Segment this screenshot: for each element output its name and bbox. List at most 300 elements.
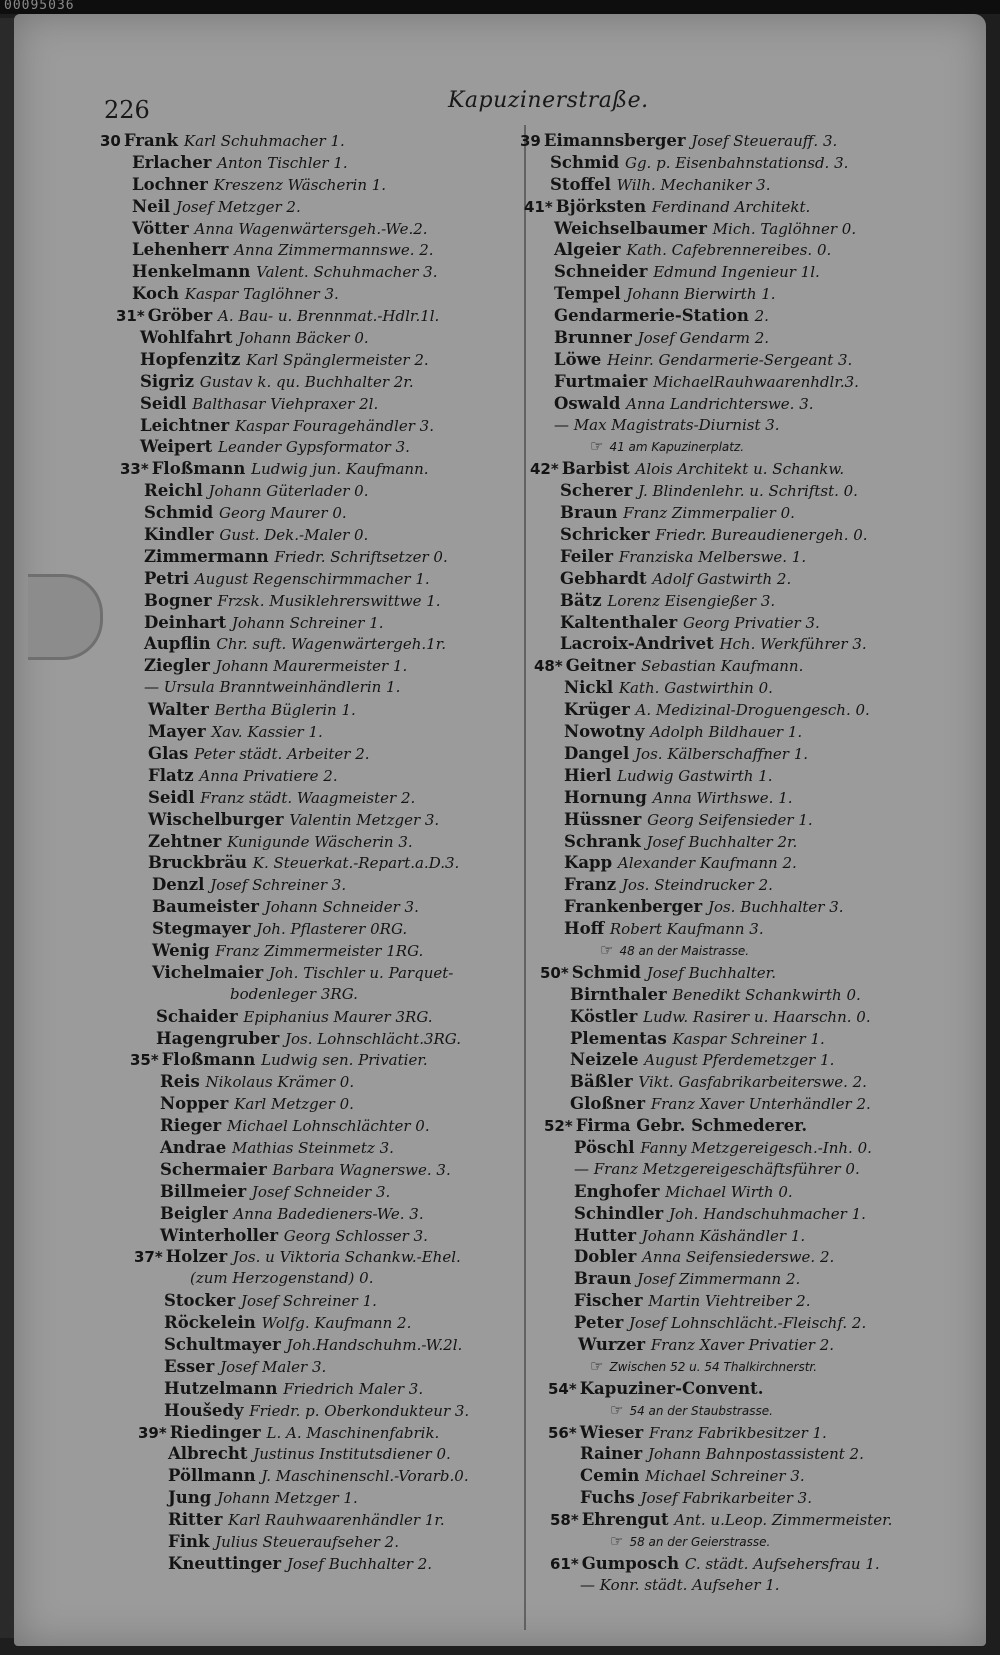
resident-details: Bertha Büglerin 1.: [214, 701, 356, 720]
resident-name: Eimannsberger: [543, 131, 692, 150]
directory-entry: [520, 1225, 970, 1247]
resident-name: Stegmayer: [152, 919, 257, 939]
resident-details: Gust. Dek.-Maler 0.: [219, 526, 369, 545]
resident-details: L. A. Maschinenfabrik.: [266, 1423, 440, 1442]
resident-details: Jos. Steindrucker 2.: [621, 876, 773, 895]
directory-entry: [520, 1137, 970, 1159]
resident-name: Schermaier: [160, 1159, 273, 1179]
directory-entry: [520, 1093, 970, 1115]
resident-name: Algeier: [554, 240, 627, 260]
resident-details: Johann Güterlader 0.: [208, 482, 369, 501]
directory-entry: [520, 1378, 970, 1400]
resident-details: Adolf Gastwirth 2.: [652, 569, 792, 588]
directory-entry: [520, 1071, 970, 1093]
resident-details: Edmund Ingenieur 1l.: [653, 263, 820, 282]
directory-entry: [520, 1487, 970, 1509]
resident-details: Xav. Kassier 1.: [211, 723, 323, 742]
directory-entry: [100, 962, 540, 984]
resident-name: Koch: [132, 284, 185, 304]
resident-details: Ludwig Gastwirth 1.: [617, 766, 773, 785]
directory-entry: [520, 218, 970, 240]
house-number: 31*: [116, 307, 145, 326]
resident-details: Joh. Pflasterer 0RG.: [256, 920, 408, 939]
resident-name: Pöllmann: [168, 1466, 262, 1486]
house-number: 61*: [550, 1554, 579, 1573]
resident-details: Jos. Lohnschlächt.3RG.: [285, 1029, 462, 1048]
resident-details: Balthasar Viehpraxer 2l.: [192, 394, 379, 413]
directory-entry: [520, 1400, 970, 1422]
resident-details: Johann Schneider 3.: [264, 898, 419, 917]
directory-entry: [100, 874, 540, 896]
top-strip: [0, 0, 1000, 14]
directory-entry: [520, 480, 970, 502]
directory-entry: [100, 809, 540, 831]
resident-details: Georg Schlosser 3.: [283, 1226, 428, 1245]
resident-name: Lochner: [132, 174, 214, 194]
resident-details: Ludw. Rasirer u. Haarschn. 0.: [643, 1007, 871, 1026]
resident-details: Ant. u.Leop. Zimmermeister.: [674, 1511, 893, 1530]
resident-details: Friedr. Schriftsetzer 0.: [274, 547, 448, 566]
house-number: 54*: [548, 1379, 577, 1398]
resident-details: Sebastian Kaufmann.: [641, 657, 804, 676]
resident-details: Leander Gypsformator 3.: [218, 438, 410, 457]
directory-entry: [100, 633, 540, 655]
resident-details: — Ursula Branntweinhändlerin 1.: [144, 678, 401, 697]
resident-details: Barbara Wagnerswe. 3.: [272, 1160, 451, 1179]
resident-details: MichaelRauhwaarenhdlr.3.: [653, 372, 859, 391]
resident-name: Zimmermann: [144, 546, 275, 566]
directory-entry: [520, 371, 970, 393]
directory-entry: [520, 568, 970, 590]
directory-entry: [100, 612, 540, 634]
house-number: 50*: [540, 963, 569, 982]
resident-name: Schmid: [571, 962, 647, 982]
resident-details: Anna Wagenwärtersgeh.-We.2.: [194, 219, 428, 238]
resident-name: Lehenherr: [132, 240, 235, 260]
resident-name: Bogner: [144, 590, 218, 610]
resident-name: Schultmayer: [164, 1334, 287, 1354]
resident-name: Firma Gebr. Schmederer.: [575, 1116, 808, 1136]
directory-entry: [100, 524, 540, 546]
directory-entry: [520, 612, 970, 634]
resident-name: Seidl: [148, 787, 201, 807]
directory-entry: [100, 852, 540, 874]
resident-details: Peter städt. Arbeiter 2.: [194, 744, 370, 763]
directory-entry: [520, 1575, 970, 1597]
resident-name: Hutzelmann: [164, 1378, 284, 1398]
directory-entry: [520, 261, 970, 283]
directory-entry: [520, 1181, 970, 1203]
directory-entry: [520, 809, 970, 831]
resident-name: Floßmann: [151, 459, 252, 479]
resident-name: Mayer: [148, 722, 212, 742]
resident-details: K. Steuerkat.-Repart.a.D.3.: [252, 854, 460, 873]
directory-entry: [100, 721, 540, 743]
resident-name: Hagengruber: [156, 1028, 286, 1048]
resident-details: — Konr. städt. Aufseher 1.: [580, 1575, 780, 1594]
resident-name: Wohlfahrt: [140, 328, 239, 348]
directory-entry: [100, 196, 540, 218]
directory-entry: [520, 1203, 970, 1225]
directory-entry: [100, 940, 540, 962]
house-number: 30: [100, 132, 121, 150]
directory-entry: [520, 1159, 970, 1181]
left-column: [100, 130, 540, 1575]
page-tab: [28, 574, 103, 660]
resident-name: Riedinger: [169, 1422, 267, 1442]
directory-entry: [520, 852, 970, 874]
resident-name: Braun: [560, 503, 624, 523]
resident-name: Glas: [148, 743, 195, 763]
directory-entry: [520, 415, 970, 437]
directory-entry: [520, 699, 970, 721]
resident-details: Nikolaus Krämer 0.: [205, 1073, 355, 1092]
resident-name: Furtmaier: [554, 371, 654, 391]
resident-details: Karl Spänglermeister 2.: [246, 350, 429, 369]
directory-entry: [520, 984, 970, 1006]
resident-details: Robert Kaufmann 3.: [609, 920, 764, 939]
resident-name: Hierl: [564, 765, 618, 785]
resident-name: Vötter: [132, 218, 195, 238]
directory-entry: [520, 940, 970, 962]
directory-entry: [100, 1159, 540, 1181]
resident-details: Valentin Metzger 3.: [289, 810, 440, 829]
resident-details: Joh.Handschuhm.-W.2l.: [286, 1335, 463, 1354]
location-note: 54 an der Staubstrasse.: [629, 1403, 773, 1418]
resident-details: Josef Gendarm 2.: [637, 329, 770, 348]
resident-name: Jung: [168, 1488, 218, 1508]
resident-details: Gg. p. Eisenbahnstationsd. 3.: [624, 153, 849, 172]
house-number: 52*: [544, 1117, 573, 1136]
resident-name: Bäßler: [570, 1072, 639, 1092]
resident-name: Deinhart: [144, 612, 232, 632]
directory-entry: [100, 896, 540, 918]
resident-details: Johann Metzger 1.: [217, 1489, 358, 1508]
directory-entry: [520, 721, 970, 743]
resident-name: Reichl: [144, 481, 209, 501]
resident-name: Enghofer: [574, 1181, 666, 1201]
resident-details: Mathias Steinmetz 3.: [231, 1138, 394, 1157]
directory-entry: [100, 1071, 540, 1093]
resident-name: Gröber: [147, 306, 218, 326]
resident-name: Seidl: [140, 393, 193, 413]
directory-entry: [520, 502, 970, 524]
right-column: [520, 130, 970, 1597]
resident-name: Zehtner: [148, 831, 228, 851]
resident-name: Floßmann: [161, 1050, 262, 1070]
resident-details: Michael Schreiner 3.: [645, 1467, 805, 1486]
directory-entry: [520, 1290, 970, 1312]
resident-details: Johann Bahnpostassistent 2.: [647, 1445, 864, 1464]
directory-entry: [520, 1312, 970, 1334]
directory-entry: [100, 1225, 540, 1247]
resident-details: Frzsk. Musiklehrerswittwe 1.: [217, 591, 441, 610]
resident-name: Fink: [168, 1532, 216, 1551]
directory-entry: [100, 1465, 540, 1487]
house-number: 35*: [130, 1051, 159, 1070]
image-id-label: 00095036: [4, 0, 75, 13]
directory-entry: [100, 1378, 540, 1400]
resident-details: Kaspar Taglöhner 3.: [184, 285, 339, 304]
resident-details: Josef Buchhalter.: [646, 963, 776, 982]
directory-entry: [100, 787, 540, 809]
resident-name: Dangel: [564, 743, 636, 763]
resident-details: Martin Viehtreiber 2.: [648, 1292, 811, 1311]
directory-entry: [100, 130, 540, 152]
resident-details: August Pferdemetzger 1.: [644, 1051, 835, 1070]
resident-details: Kunigunde Wäscherin 3.: [227, 832, 413, 851]
resident-details: Gustav k. qu. Buchhalter 2r.: [199, 372, 414, 391]
adjacent-page-edge: [972, 90, 1000, 1590]
directory-entry: [520, 524, 970, 546]
resident-name: Oswald: [554, 393, 627, 413]
resident-details: Josef Schneider 3.: [251, 1182, 391, 1201]
pointing-hand-icon: ☞: [590, 437, 604, 456]
directory-entry: [520, 655, 970, 677]
resident-name: Schindler: [574, 1203, 669, 1223]
location-note: 48 an der Maistrasse.: [619, 943, 750, 958]
directory-entry: [100, 1356, 540, 1378]
page-header: Kapuzinerstraße.: [448, 88, 649, 113]
resident-details: Chr. suft. Wagenwärtergeh.1r.: [216, 635, 446, 654]
house-number: 42*: [530, 460, 559, 479]
resident-name: Feiler: [560, 546, 619, 566]
resident-name: Schneider: [554, 262, 654, 282]
resident-details: Kaspar Schreiner 1.: [672, 1029, 825, 1048]
pointing-hand-icon: ☞: [590, 1356, 604, 1375]
resident-details: Josef Steuerauff. 3.: [691, 132, 838, 150]
resident-details: Johann Maurermeister 1.: [215, 657, 408, 676]
directory-entry: [520, 196, 970, 218]
resident-details: Josef Fabrikarbeiter 3.: [640, 1489, 812, 1508]
page-number: 226: [104, 96, 150, 124]
resident-name: Frankenberger: [564, 897, 708, 917]
directory-entry: [520, 1356, 970, 1378]
directory-entry: [100, 568, 540, 590]
directory-entry: [100, 831, 540, 853]
house-number: 41*: [524, 197, 553, 216]
resident-details: C. städt. Aufsehersfrau 1.: [684, 1554, 880, 1573]
resident-name: Schmid: [550, 152, 625, 172]
resident-details: Justinus Institutsdiener 0.: [253, 1445, 451, 1464]
pointing-hand-icon: ☞: [600, 940, 614, 959]
resident-name: Erlacher: [132, 152, 218, 172]
house-number: 58*: [550, 1511, 579, 1530]
resident-name: Löwe: [554, 349, 608, 369]
directory-entry: [100, 1006, 540, 1028]
resident-details: Kaspar Fouragehändler 3.: [234, 416, 434, 435]
resident-name: Kindler: [144, 525, 220, 545]
directory-entry: [520, 1443, 970, 1465]
resident-name: Ritter: [168, 1510, 229, 1530]
directory-entry: [100, 1334, 540, 1356]
resident-name: Krüger: [564, 700, 636, 720]
resident-details: Joh. Handschuhmacher 1.: [668, 1204, 866, 1223]
resident-name: Dobler: [574, 1247, 643, 1267]
resident-name: Fuchs: [580, 1488, 641, 1508]
directory-entry: [100, 415, 540, 437]
resident-name: Holzer: [165, 1247, 233, 1267]
resident-details: Epiphanius Maurer 3RG.: [243, 1007, 433, 1026]
resident-name: Kapuziner-Convent.: [579, 1378, 764, 1398]
directory-entry: [100, 743, 540, 765]
resident-name: Scherer: [560, 481, 639, 501]
resident-details: Kath. Gastwirthin 0.: [618, 679, 773, 698]
directory-entry: [520, 327, 970, 349]
resident-details: Ferdinand Architekt.: [651, 197, 811, 216]
directory-entry: [100, 1028, 540, 1050]
resident-details: Heinr. Gendarmerie-Sergeant 3.: [607, 350, 853, 369]
resident-details: Joh. Tischler u. Parquet-: [268, 963, 454, 982]
location-note: 41 am Kapuzinerplatz.: [609, 440, 745, 455]
resident-name: Gloßner: [570, 1094, 651, 1114]
resident-name: Albrecht: [168, 1444, 254, 1464]
resident-name: Hüssner: [564, 809, 648, 829]
resident-name: Hornung: [564, 787, 653, 807]
resident-details: Anna Seifensiederswe. 2.: [642, 1248, 835, 1267]
resident-details: Benedikt Schankwirth 0.: [672, 985, 861, 1004]
resident-name: Björksten: [555, 196, 652, 216]
resident-name: Wurzer: [578, 1334, 651, 1354]
resident-name: Bruckbräu: [148, 853, 253, 873]
resident-name: Nopper: [160, 1094, 235, 1114]
resident-name: Ehrengut: [581, 1510, 675, 1530]
resident-name: Flatz: [148, 765, 200, 785]
directory-entry: [520, 458, 970, 480]
resident-name: Stoffel: [550, 174, 617, 194]
resident-name: Kapp: [564, 853, 618, 873]
resident-details: Anna Zimmermannswe. 2.: [234, 241, 434, 260]
resident-details: Karl Schuhmacher 1.: [183, 132, 345, 150]
resident-details: — Max Magistrats-Diurnist 3.: [554, 415, 780, 434]
book-spine-edge: [0, 18, 14, 1638]
directory-entry: [520, 633, 970, 655]
directory-entry: [100, 349, 540, 371]
directory-entry: [520, 590, 970, 612]
resident-details: Lorenz Eisengießer 3.: [607, 591, 776, 610]
directory-entry: [520, 283, 970, 305]
resident-name: Barbist: [561, 459, 636, 479]
resident-name: Lacroix-Andrivet: [560, 634, 720, 654]
directory-entry: [520, 1553, 970, 1575]
resident-name: Vichelmaier: [152, 962, 269, 982]
directory-entry: [100, 371, 540, 393]
resident-details: Friedr. Bureaudienergeh. 0.: [655, 526, 868, 545]
resident-name: Wieser: [579, 1422, 649, 1442]
directory-entry: [100, 174, 540, 196]
resident-name: Franz: [564, 875, 622, 895]
resident-details: Franz Xaver Unterhändler 2.: [650, 1095, 871, 1114]
resident-details: Anna Landrichterswe. 3.: [626, 394, 814, 413]
house-number: 33*: [120, 460, 149, 479]
directory-entry: [100, 1093, 540, 1115]
directory-entry: [520, 765, 970, 787]
directory-entry: [520, 174, 970, 196]
directory-entry: [100, 546, 540, 568]
resident-details: Kreszenz Wäscherin 1.: [213, 175, 387, 194]
directory-entry: [520, 918, 970, 940]
directory-entry: [520, 1531, 970, 1553]
directory-entry: [520, 349, 970, 371]
resident-name: Köstler: [570, 1006, 644, 1026]
resident-details: Kath. Cafebrennereibes. 0.: [626, 241, 832, 260]
resident-details: J. Maschinenschl.-Vorarb.0.: [261, 1467, 469, 1486]
directory-entry: [100, 393, 540, 415]
directory-entry: [100, 480, 540, 502]
directory-entry: [520, 1465, 970, 1487]
resident-name: Sigriz: [140, 371, 200, 391]
directory-entry: [520, 1115, 970, 1137]
resident-details: Jos. u Viktoria Schankw.-Ehel.: [232, 1248, 461, 1267]
resident-details: Johann Bäcker 0.: [238, 329, 369, 348]
resident-name: Denzl: [152, 875, 211, 895]
resident-details: A. Bau- u. Brennmat.-Hdlr.1l.: [217, 307, 440, 326]
resident-details: Jos. Kälberschaffner 1.: [635, 744, 809, 763]
resident-details: Ludwig sen. Privatier.: [261, 1051, 428, 1070]
directory-entry: [100, 699, 540, 721]
directory-entry: [520, 677, 970, 699]
resident-details: Franz städt. Waagmeister 2.: [200, 788, 416, 807]
directory-entry: [520, 1509, 970, 1531]
directory-entry: [100, 1268, 540, 1290]
resident-details: Valent. Schuhmacher 3.: [256, 263, 438, 282]
resident-details: Vikt. Gasfabrikarbeiterswe. 2.: [638, 1073, 867, 1092]
resident-details: Fanny Metzgereigesch.-Inh. 0.: [640, 1138, 872, 1157]
directory-entry: [100, 239, 540, 261]
directory-entry: [520, 1334, 970, 1356]
location-note: Zwischen 52 u. 54 Thalkirchnerstr.: [609, 1359, 818, 1374]
resident-details: Friedrich Maler 3.: [283, 1379, 424, 1398]
directory-entry: [520, 874, 970, 896]
resident-name: Esser: [164, 1356, 221, 1376]
directory-entry: [520, 305, 970, 327]
resident-name: Frank: [123, 131, 184, 150]
directory-entry: [520, 152, 970, 174]
resident-details: J. Blindenlehr. u. Schriftst. 0.: [638, 482, 858, 501]
directory-entry: [100, 1487, 540, 1509]
resident-details: Josef Maler 3.: [220, 1357, 327, 1376]
directory-entry: [100, 590, 540, 612]
directory-entry: [100, 1203, 540, 1225]
directory-entry: [520, 1268, 970, 1290]
directory-entry: [100, 436, 540, 458]
directory-entry: [100, 655, 540, 677]
resident-name: Schricker: [560, 525, 656, 545]
directory-entry: [520, 393, 970, 415]
directory-entry: [100, 1137, 540, 1159]
resident-details: Franz Zimmermeister 1RG.: [215, 941, 424, 960]
resident-details: Jos. Buchhalter 3.: [707, 898, 844, 917]
house-number: 39*: [138, 1423, 167, 1442]
resident-name: Schmid: [144, 503, 219, 523]
directory-entry: [100, 1049, 540, 1071]
resident-details: Josef Zimmermann 2.: [637, 1270, 801, 1289]
resident-details: Anna Badedieners-We. 3.: [233, 1204, 424, 1223]
resident-name: Winterholler: [160, 1225, 284, 1245]
resident-details: Karl Metzger 0.: [234, 1095, 354, 1114]
resident-name: Aupflin: [144, 634, 217, 654]
resident-name: Reis: [160, 1072, 206, 1092]
resident-details: Michael Wirth 0.: [665, 1182, 793, 1201]
resident-name: Braun: [574, 1269, 638, 1289]
resident-name: Pöschl: [574, 1137, 641, 1157]
resident-details: Franz Xaver Privatier 2.: [650, 1335, 835, 1354]
directory-entry: [520, 1422, 970, 1444]
resident-name: Hopfenzitz: [140, 349, 247, 369]
directory-entry: [100, 918, 540, 940]
directory-entry: [100, 1246, 540, 1268]
resident-name: Gebhardt: [560, 568, 653, 588]
